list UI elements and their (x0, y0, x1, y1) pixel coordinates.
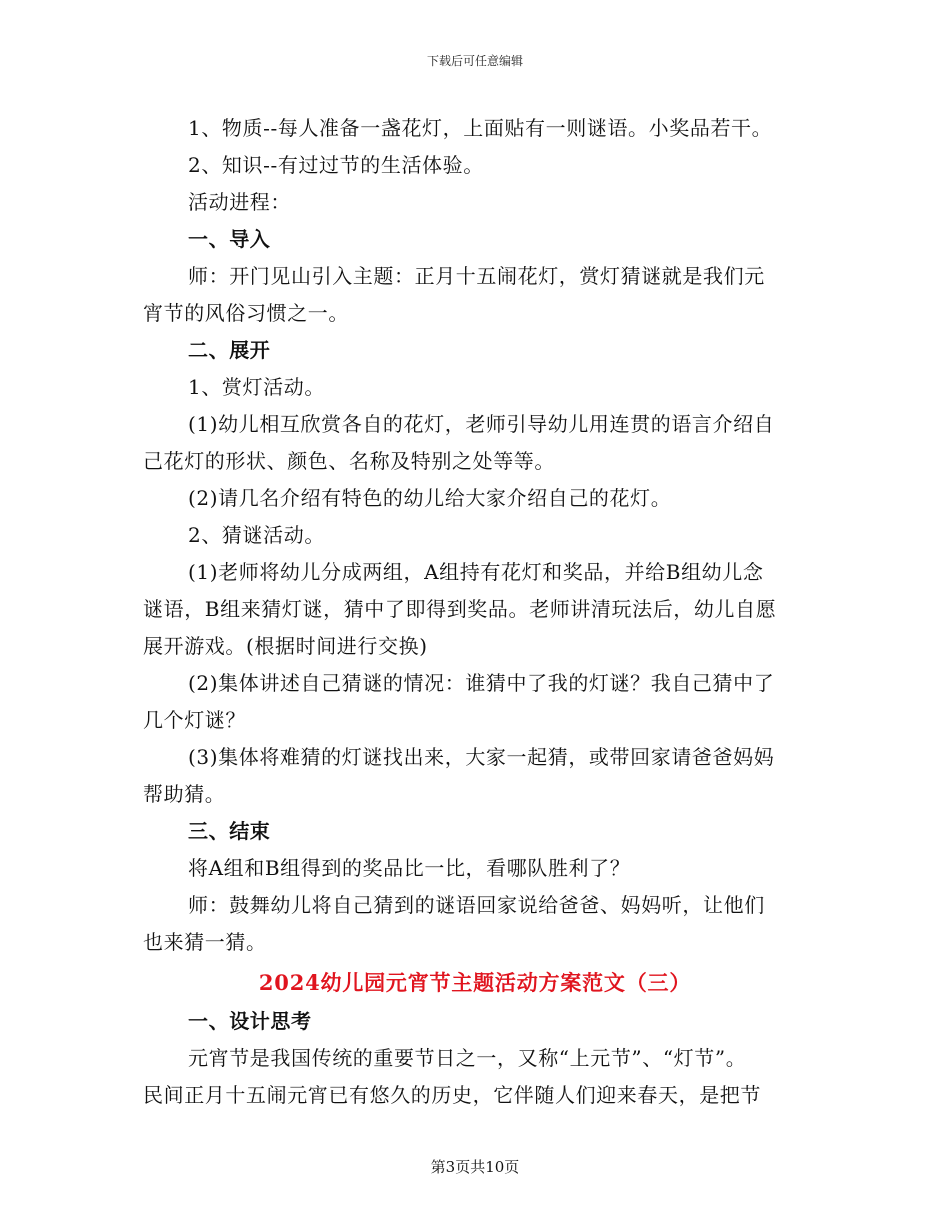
text-line: 民间正月十五闹元宵已有悠久的历史，它伴随人们迎来春天，是把节 (143, 1083, 761, 1107)
text-line: 几个灯谜？ (143, 708, 246, 732)
text-line: 也来猜一猜。 (143, 930, 267, 954)
text-line: 谜语，B组来猜灯谜，猜中了即得到奖品。老师讲清玩法后，幼儿自愿 (143, 597, 777, 621)
text-line: (1)幼儿相互欣赏各自的花灯，老师引导幼儿用连贯的语言介绍自 (188, 412, 775, 436)
text-line: 展开游戏。(根据时间进行交换) (143, 634, 428, 658)
text-line: 2、知识--有过过节的生活体验。 (188, 153, 484, 177)
text-line: 师：鼓舞幼儿将自己猜到的谜语回家说给爸爸、妈妈听，让他们 (188, 893, 765, 917)
section-heading: 三、结束 (188, 819, 271, 843)
section-title: 2024幼儿园元宵节主题活动方案范文（三） (258, 970, 692, 995)
text-line: (2)请几名介绍有特色的幼儿给大家介绍自己的花灯。 (188, 486, 672, 510)
text-line: 活动进程： (188, 190, 291, 214)
text-line: 将A组和B组得到的奖品比一比，看哪队胜利了？ (188, 856, 631, 880)
text-line: 1、赏灯活动。 (188, 375, 325, 399)
section-heading: 一、导入 (188, 227, 271, 251)
text-line: 师：开门见山引入主题：正月十五闹花灯，赏灯猜谜就是我们元 (188, 264, 765, 288)
text-line: 帮助猜。 (143, 782, 226, 806)
section-heading: 二、展开 (188, 338, 271, 362)
page-footer: 第3页共10页 (430, 1158, 520, 1176)
text-line: 元宵节是我国传统的重要节日之一，又称“上元节”、“灯节”。 (188, 1046, 747, 1070)
section-heading: 一、设计思考 (188, 1009, 312, 1033)
text-line: 宵节的风俗习惯之一。 (143, 301, 349, 325)
text-line: 己花灯的形状、颜色、名称及特别之处等等。 (143, 449, 555, 473)
text-line: 1、物质--每人准备一盏花灯，上面贴有一则谜语。小奖品若干。 (188, 116, 773, 140)
text-line: (2)集体讲述自己猜谜的情况：谁猜中了我的灯谜？我自己猜中了 (188, 671, 775, 695)
text-line: (1)老师将幼儿分成两组，A组持有花灯和奖品，并给B组幼儿念 (188, 560, 764, 584)
page-header: 下载后可任意编辑 (426, 54, 523, 68)
text-line: 2、猜谜活动。 (188, 523, 325, 547)
text-line: (3)集体将难猜的灯谜找出来，大家一起猜，或带回家请爸爸妈妈 (188, 745, 775, 769)
